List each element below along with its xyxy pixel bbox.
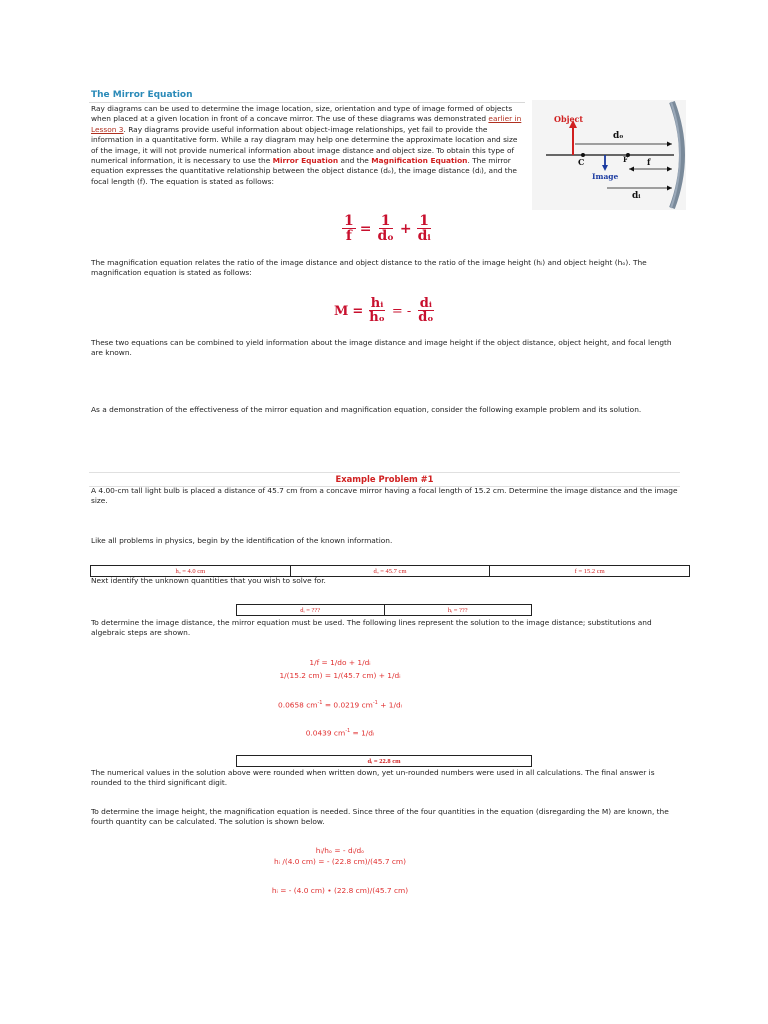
- c-label: C: [578, 157, 585, 167]
- di-label: dᵢ: [632, 191, 641, 201]
- distance-intro: To determine the image distance, the mirror equation must be used. The following lines represent the solution to the image distance; substitutions and algebraic steps are shown.: [91, 618, 652, 638]
- section-title: The Mirror Equation: [91, 90, 193, 100]
- known-ho: hₒ = 4.0 cm: [91, 566, 291, 576]
- magnification-equation-term: Magnification Equation: [371, 156, 468, 166]
- object-label: Object: [554, 114, 584, 124]
- height-step-1: hᵢ/hₒ = - dᵢ/dₒ: [315, 846, 365, 855]
- demonstration-paragraph: As a demonstration of the effectiveness of the mirror equation and magnification equation, consider the following example problem and its solution.: [91, 405, 642, 414]
- f-point-label: F: [623, 155, 628, 164]
- unknown-intro: Next identify the unknown quantities that you wish to solve for.: [91, 576, 326, 585]
- height-step-3: hᵢ = - (4.0 cm) • (22.8 cm)/(45.7 cm): [271, 886, 409, 895]
- solution-step-1: 1/f = 1/do + 1/dᵢ: [309, 658, 371, 667]
- unknown-di: dᵢ = ???: [237, 605, 385, 615]
- do-label: dₒ: [613, 131, 624, 141]
- combined-paragraph: These two equations can be combined to yield information about the image distance and image height if the object distance, object height, and focal length are known.: [91, 338, 672, 358]
- rounding-note: The numerical values in the solution above were rounded when written down, yet un-rounded numbers were used in all calculations. The final answer is rounded to the third significant digit.: [91, 768, 655, 788]
- height-intro: To determine the image height, the magnification equation is needed. Since three of the four quantities in the equation (disregarding the M) are known, the fourth quantity can be calculated. The solution is shown below.: [91, 807, 669, 827]
- mirror-equation: $\frac{1}{f}$ = $\frac{1}{\text{dₒ}}$ + $\frac{1}{\text{dᵢ}}$: [344, 213, 431, 244]
- answer-di: dᵢ = 22.8 cm: [367, 757, 401, 765]
- image-label: Image: [592, 172, 619, 181]
- mirror-equation-term: Mirror Equation: [272, 156, 339, 166]
- solution-step-4: 0.0439 $cm^{-1}$ = 1/dᵢ: [305, 728, 375, 738]
- lesson3-link[interactable]: earlier in Lesson 3: [91, 114, 522, 134]
- height-step-2: hᵢ /(4.0 cm) = - (22.8 cm)/(45.7 cm): [273, 857, 407, 866]
- f-label: f: [647, 157, 651, 167]
- magnification-intro: The magnification equation relates the ratio of the image distance and object distance to the ratio of the image height (hᵢ) and object height (hₒ). The magnification equation is stated as follows:: [91, 258, 647, 278]
- known-f: f = 15.2 cm: [574, 567, 605, 575]
- unknown-hi: hᵢ = ???: [447, 606, 468, 614]
- solution-step-3: 0.0658 $cm^{-1} = 0.0219$ $cm^{-1}$ + 1/dᵢ: [278, 700, 402, 710]
- known-intro: Like all problems in physics, begin by the identification of the known information.: [91, 536, 393, 545]
- intro-paragraph: Ray diagrams can be used to determine the image location, size, orientation and type of image formed of objects when placed at a given location in front of a concave mirror. The use of these diagrams was demonstrated earlier in Lesson 3. Ray diagrams provide useful information about object-image relationships, yet fail to provide the information in a quantitative form. While a ray diagram may help one determine the approximate location and size of the image, it will not provide numerical information about image distance and object size. To obtain this type of numerical information, it is necessary to use the Mirror Equation and the Magnification Equation. The mirror equation expresses the quantitative relationship between the object distance (dₒ), the image distance (dᵢ), and the focal length (f). The equation is stated as follows:: [91, 104, 522, 186]
- example-title: Example Problem #1: [89, 472, 680, 487]
- unknown-values-table: [236, 604, 532, 616]
- title-divider: [89, 102, 525, 103]
- answer-box: [236, 755, 532, 767]
- known-do: dₒ = 45.7 cm: [291, 566, 491, 576]
- example-problem-text: A 4.00-cm tall light bulb is placed a distance of 45.7 cm from a concave mirror having a focal length of 15.2 cm. Determine the image distance and the image size.: [91, 486, 678, 506]
- solution-step-2: 1/(15.2 cm) = 1/(45.7 cm) + 1/dᵢ: [279, 671, 401, 680]
- ray-diagram: [532, 100, 686, 210]
- magnification-equation: M = $\frac{\text{hᵢ}}{\text{hₒ}}$ = - $\frac{\text{dᵢ}}{\text{dₒ}}$: [334, 296, 434, 325]
